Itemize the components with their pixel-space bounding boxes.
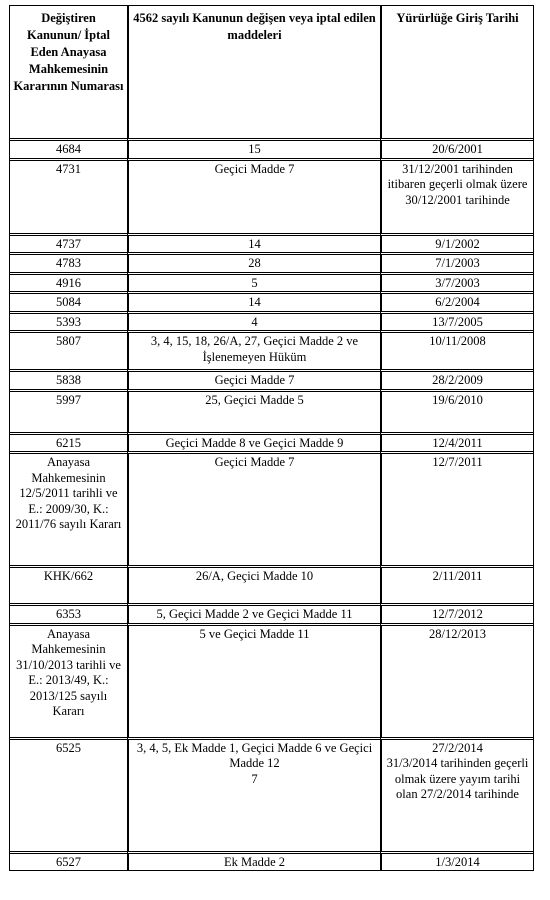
law-number-cell: 4684 <box>10 138 127 158</box>
effective-date-cell: 10/11/2008 <box>380 330 533 369</box>
table-row <box>10 252 533 272</box>
law-number-cell: 5807 <box>10 330 127 369</box>
effective-date-cell: 2/11/2011 <box>380 565 533 603</box>
table-row <box>10 369 533 389</box>
effective-date-cell: 1/3/2014 <box>380 851 533 871</box>
articles-cell: 14 <box>127 233 380 253</box>
articles-cell: 4 <box>127 311 380 331</box>
table-row <box>10 432 533 452</box>
law-number-cell: 5838 <box>10 369 127 389</box>
law-number-cell: 6525 <box>10 737 127 851</box>
law-number-cell: Anayasa Mahkemesinin 12/5/2011 tarihli ve E.: 2009/30, K.: 2011/76 sayılı Kararı <box>10 451 127 565</box>
articles-cell: Geçici Madde 7 <box>127 158 380 233</box>
effective-date-cell: 27/2/2014 31/3/2014 tarihinden geçerli olmak üzere yayım tarihi olan 27/2/2014 tarihinde <box>380 737 533 851</box>
effective-date-cell: 20/6/2001 <box>380 138 533 158</box>
table-row <box>10 272 533 292</box>
law-number-cell: 5084 <box>10 291 127 311</box>
effective-date-cell: 12/4/2011 <box>380 432 533 452</box>
effective-date-cell: 19/6/2010 <box>380 389 533 432</box>
effective-date-cell: 28/12/2013 <box>380 623 533 737</box>
law-number-cell: 5997 <box>10 389 127 432</box>
effective-date-cell: 3/7/2003 <box>380 272 533 292</box>
table-row <box>10 623 533 737</box>
table-row <box>10 389 533 432</box>
header-articles: 4562 sayılı Kanunun değişen veya iptal edilen maddeleri <box>127 6 380 138</box>
articles-cell: 26/A, Geçici Madde 10 <box>127 565 380 603</box>
articles-cell: 3, 4, 15, 18, 26/A, 27, Geçici Madde 2 ve İşlenemeyen Hüküm <box>127 330 380 369</box>
effective-date-cell: 12/7/2011 <box>380 451 533 565</box>
effective-date-cell: 12/7/2012 <box>380 603 533 623</box>
articles-cell: 25, Geçici Madde 5 <box>127 389 380 432</box>
header-effective-date: Yürürlüğe Giriş Tarihi <box>380 6 533 138</box>
law-number-cell: 6215 <box>10 432 127 452</box>
law-number-cell: Anayasa Mahkemesinin 31/10/2013 tarihli ve E.: 2013/49, K.: 2013/125 sayılı Kararı <box>10 623 127 737</box>
law-number-cell: 4731 <box>10 158 127 233</box>
articles-cell: 5, Geçici Madde 2 ve Geçici Madde 11 <box>127 603 380 623</box>
articles-cell: 5 ve Geçici Madde 11 <box>127 623 380 737</box>
table-row <box>10 451 533 565</box>
table-row <box>10 737 533 851</box>
header-amending-law: Değiştiren Kanunun/ İptal Eden Anayasa Mahkemesinin Kararının Numarası <box>13 11 124 93</box>
articles-cell: Ek Madde 2 <box>127 851 380 871</box>
law-number-cell: 4737 <box>10 233 127 253</box>
table-row <box>10 603 533 623</box>
articles-cell: Geçici Madde 7 <box>127 451 380 565</box>
table-row <box>10 138 533 158</box>
table-row <box>10 158 533 233</box>
law-number-cell: KHK/662 <box>10 565 127 603</box>
law-number-cell: 4783 <box>10 252 127 272</box>
effective-date-cell: 31/12/2001 tarihinden itibaren geçerli olmak üzere 30/12/2001 tarihinde <box>380 158 533 233</box>
table-row <box>10 851 533 871</box>
articles-cell: Geçici Madde 8 ve Geçici Madde 9 <box>127 432 380 452</box>
law-number-cell: 6527 <box>10 851 127 871</box>
amendments-table <box>9 5 534 871</box>
effective-date-cell: 6/2/2004 <box>380 291 533 311</box>
effective-date-cell: 28/2/2009 <box>380 369 533 389</box>
effective-date-cell: 9/1/2002 <box>380 233 533 253</box>
articles-cell: 15 <box>127 138 380 158</box>
articles-cell: Geçici Madde 7 <box>127 369 380 389</box>
effective-date-cell: 7/1/2003 <box>380 252 533 272</box>
table-row <box>10 311 533 331</box>
effective-date-cell: 13/7/2005 <box>380 311 533 331</box>
law-number-cell: 4916 <box>10 272 127 292</box>
articles-cell: 28 <box>127 252 380 272</box>
table-row <box>10 291 533 311</box>
table-row <box>10 565 533 603</box>
articles-cell: 5 <box>127 272 380 292</box>
table-row <box>10 330 533 369</box>
table-row <box>10 233 533 253</box>
law-number-cell: 6353 <box>10 603 127 623</box>
articles-cell: 14 <box>127 291 380 311</box>
header-row <box>10 6 533 138</box>
law-number-cell: 5393 <box>10 311 127 331</box>
articles-cell: 3, 4, 5, Ek Madde 1, Geçici Madde 6 ve Geçici Madde 12 7 <box>127 737 380 851</box>
